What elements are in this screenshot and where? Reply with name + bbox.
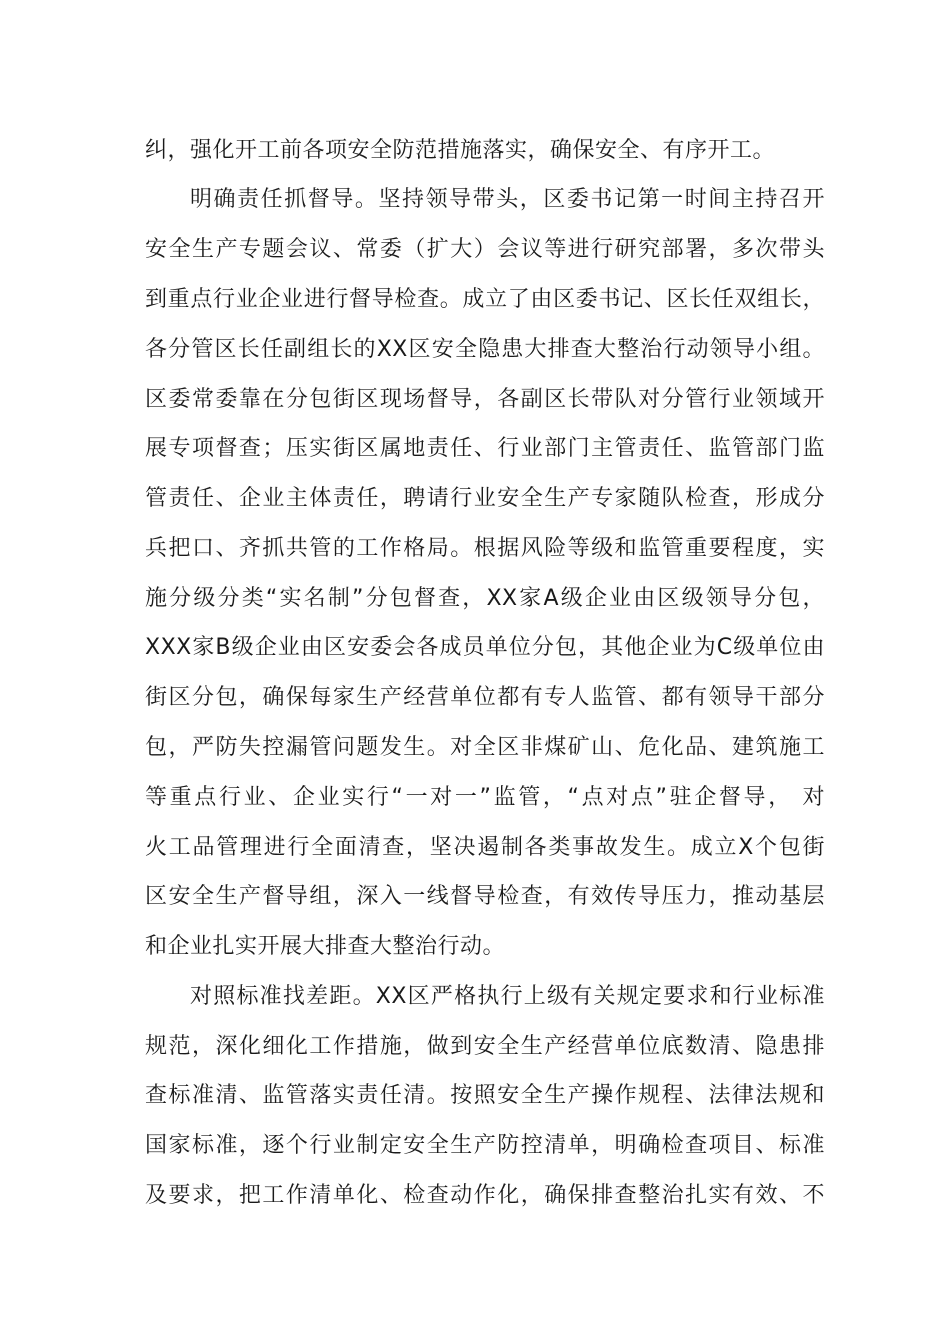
- text-line: 施分级分类“实名制”分包督查，XX家A级企业由区级领导分包，: [145, 586, 825, 611]
- text-line: 规范，深化细化工作措施，做到安全生产经营单位底数清、隐患排: [145, 1034, 825, 1059]
- text-line: 各分管区长任副组长的XX区安全隐患大排查大整治行动领导小组。: [145, 337, 825, 362]
- text-line: 查标准清、监管落实责任清。按照安全生产操作规程、法律法规和: [145, 1083, 825, 1108]
- text-line: 展专项督查；压实街区属地责任、行业部门主管责任、监管部门监: [145, 436, 825, 461]
- text-line: 火工品管理进行全面清查，坚决遏制各类事故发生。成立X个包街: [145, 835, 825, 860]
- text-line: 包，严防失控漏管问题发生。对全区非煤矿山、危化品、建筑施工: [145, 735, 825, 760]
- text-line: 安全生产专题会议、常委（扩大）会议等进行研究部署，多次带头: [145, 237, 825, 262]
- paragraph-heading-line: 明确责任抓督导。坚持领导带头，区委书记第一时间主持召开: [190, 187, 825, 212]
- text-line: 等重点行业、企业实行“一对一”监管，“点对点”驻企督导， 对: [145, 785, 825, 810]
- text-line: 及要求，把工作清单化、检查动作化，确保排查整治扎实有效、不: [145, 1183, 825, 1208]
- text-line: 管责任、企业主体责任，聘请行业安全生产专家随队检查，形成分: [145, 486, 825, 511]
- text-line: 街区分包，确保每家生产经营单位都有专人监管、都有领导干部分: [145, 685, 825, 710]
- text-line: 和企业扎实开展大排查大整治行动。: [145, 934, 506, 959]
- text-line: 纠，强化开工前各项安全防范措施落实，确保安全、有序开工。: [145, 138, 776, 163]
- text-line: XXX家B级企业由区安委会各成员单位分包，其他企业为C级单位由: [145, 635, 825, 660]
- text-line: 兵把口、齐抓共管的工作格局。根据风险等级和监管重要程度，实: [145, 536, 825, 561]
- text-line: 到重点行业企业进行督导检查。成立了由区委书记、区长任双组长，: [145, 287, 825, 312]
- text-line: 国家标准，逐个行业制定安全生产防控清单，明确检查项目、标准: [145, 1133, 825, 1158]
- text-line: 区安全生产督导组，深入一线督导检查，有效传导压力，推动基层: [145, 884, 825, 909]
- paragraph-heading-line: 对照标准找差距。XX区严格执行上级有关规定要求和行业标准: [190, 984, 825, 1009]
- text-line: 区委常委靠在分包街区现场督导，各副区长带队对分管行业领域开: [145, 387, 825, 412]
